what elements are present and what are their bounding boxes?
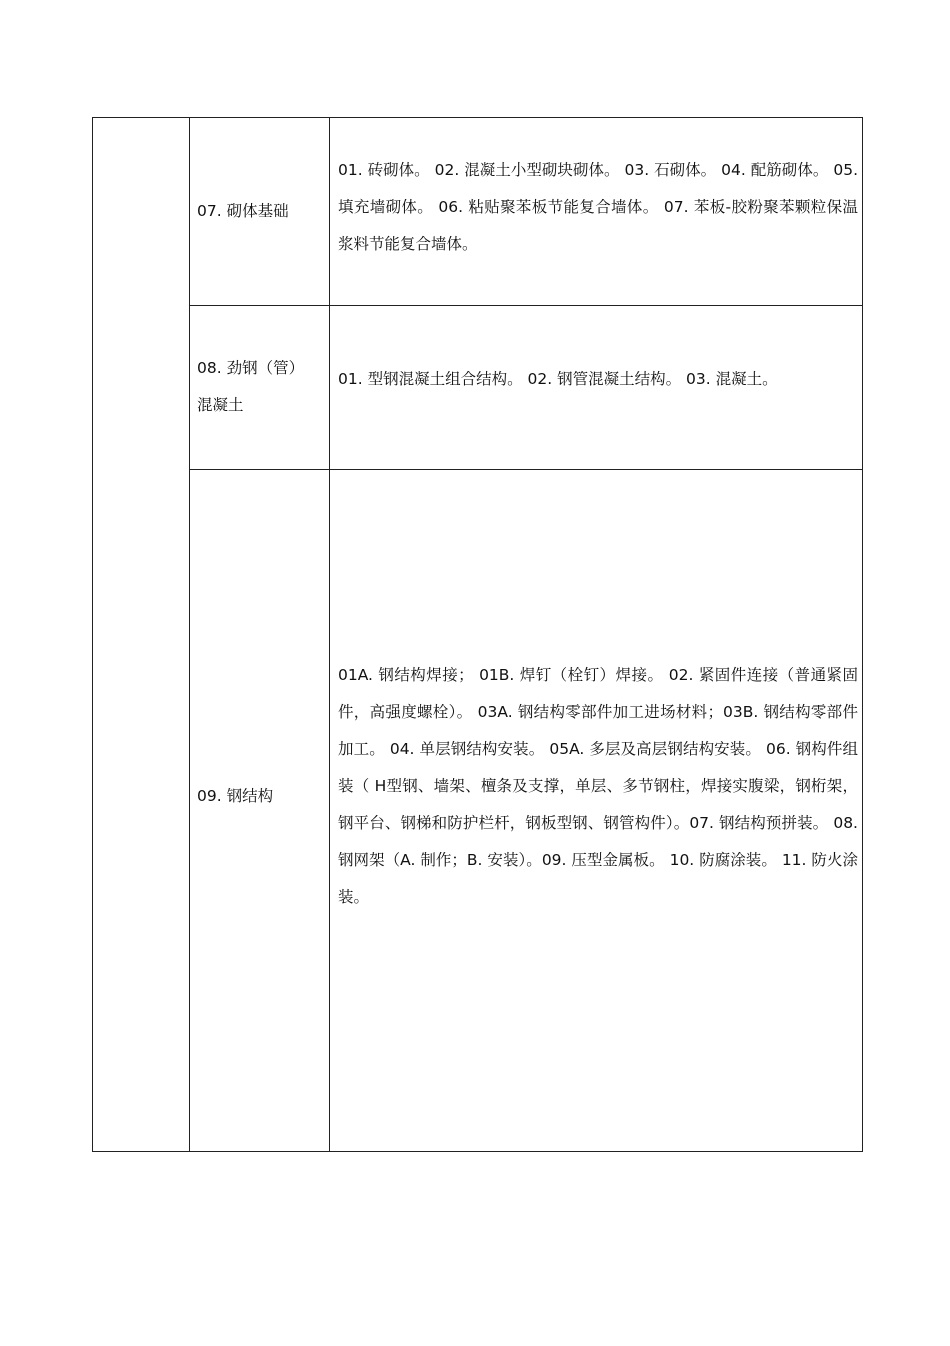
table-row-name (197, 305, 315, 469)
subitem-list: 01. 型钢混凝土组合结构。 02. 钢管混凝土结构。 03. 混凝土。 (338, 369, 778, 388)
subdivision-name: 09. 钢结构 (197, 786, 274, 805)
table-row-detail (338, 305, 858, 469)
table-row-name (197, 469, 327, 1153)
table-row-name (197, 118, 327, 305)
subitem-list: 01A. 钢结构焊接； 01B. 焊钉（栓钉）焊接。 02. 紧固件连接（普通紧固件，高强度螺栓）。 03A. 钢结构零部件加工进场材料；03B. 钢结构零部件加工。 04. 单层钢结构安装。 05A. 多层及高层钢结构安装。 06. 钢构件组装（ H型钢、墙架、檀条及支撑，单层、多节钢柱，焊接实腹梁，钢桁架，钢平台、钢梯和防护栏杆，钢板型钢、钢管构件）。07. 钢结构预拼装。 08. 钢网架（A. 制作；B. 安装）。09. 压型金属板。 10. 防腐涂装。 11. 防火涂装。 (338, 665, 858, 906)
column-divider-2 (329, 118, 330, 1151)
subitem-list: 01. 砖砌体。 02. 混凝土小型砌块砌体。 03. 石砌体。 04. 配筋砌体。 05. 填充墙砌体。 06. 粘贴聚苯板节能复合墙体。 07. 苯板-胶粉聚苯颗粒保温浆料节能复合墙体。 (338, 161, 858, 253)
subdivision-name: 07. 砌体基础 (197, 202, 289, 220)
subdivision-name: 08. 劲钢（管）混凝土 (197, 359, 305, 414)
category-cell (93, 118, 189, 1151)
table-row-detail (338, 118, 858, 305)
column-divider-1 (189, 118, 190, 1151)
table-row-detail (338, 469, 858, 1153)
division-table (92, 117, 863, 1152)
